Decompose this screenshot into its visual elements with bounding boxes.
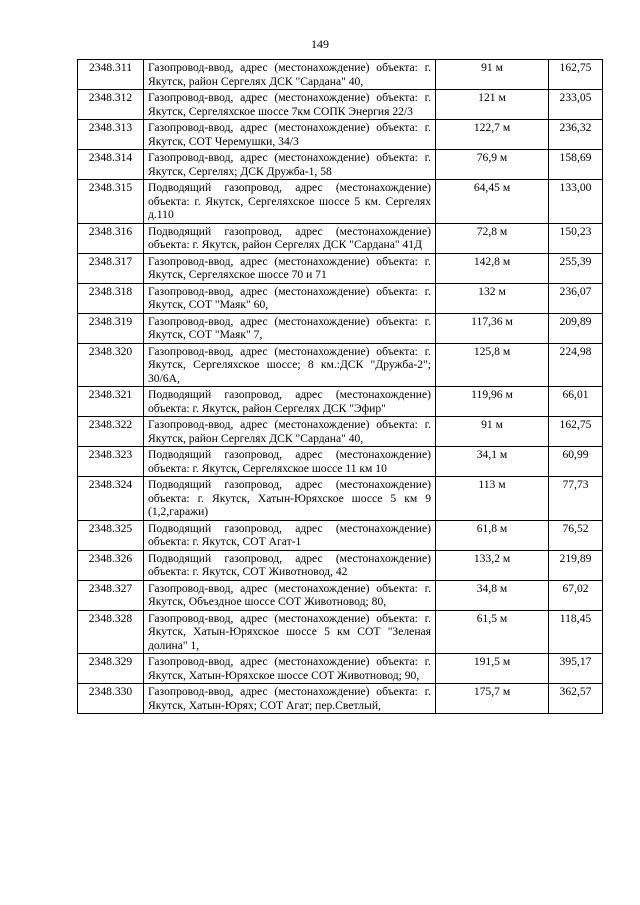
value-cell: 236,32 (549, 120, 603, 150)
description-cell: Газопровод-ввод, адрес (местонахождение) объекта: г. Якутск, Объездное шоссе СОТ Животновод; 80, (144, 580, 436, 610)
row-number-cell: 2348.317 (78, 253, 144, 283)
table-row (78, 150, 603, 180)
row-number-cell: 2348.321 (78, 387, 144, 417)
row-number-cell: 2348.319 (78, 313, 144, 343)
value-cell: 118,45 (549, 610, 603, 654)
table-row (78, 610, 603, 654)
registry-table-body (78, 60, 603, 714)
length-cell: 117,36 м (436, 313, 549, 343)
description-cell: Подводящий газопровод, адрес (местонахождение) объекта: г. Якутск, район Сергелях ДСК "Сардана" 41Д (144, 223, 436, 253)
row-number-cell: 2348.325 (78, 520, 144, 550)
table-row (78, 417, 603, 447)
description-cell: Газопровод-ввод, адрес (местонахождение) объекта: г. Якутск, СОТ "Маяк" 60, (144, 283, 436, 313)
row-number-cell: 2348.314 (78, 150, 144, 180)
description-cell: Газопровод-ввод, адрес (местонахождение) объекта: г. Якутск, Хатын-Юряхское шоссе СОТ Животновод; 90, (144, 654, 436, 684)
row-number-cell: 2348.328 (78, 610, 144, 654)
description-cell: Газопровод-ввод, адрес (местонахождение) объекта: г. Якутск, район Сергелях ДСК "Сардана" 40, (144, 417, 436, 447)
table-row (78, 313, 603, 343)
table-row (78, 387, 603, 417)
description-cell: Газопровод-ввод, адрес (местонахождение) объекта: г. Якутск, Сергеляхское шоссе; 8 км.:ДСК "Дружба-2"; 30/6А, (144, 343, 436, 387)
length-cell: 119,96 м (436, 387, 549, 417)
table-row (78, 447, 603, 477)
value-cell: 255,39 (549, 253, 603, 283)
length-cell: 61,5 м (436, 610, 549, 654)
length-cell: 175,7 м (436, 684, 549, 714)
page-number: 149 (311, 37, 329, 51)
row-number-cell: 2348.313 (78, 120, 144, 150)
table-row (78, 283, 603, 313)
value-cell: 362,57 (549, 684, 603, 714)
value-cell: 233,05 (549, 90, 603, 120)
value-cell: 76,52 (549, 520, 603, 550)
row-number-cell: 2348.329 (78, 654, 144, 684)
row-number-cell: 2348.312 (78, 90, 144, 120)
description-cell: Подводящий газопровод, адрес (местонахождение) объекта: г. Якутск, район Сергелях ДСК "Эфир" (144, 387, 436, 417)
row-number-cell: 2348.316 (78, 223, 144, 253)
row-number-cell: 2348.322 (78, 417, 144, 447)
value-cell: 60,99 (549, 447, 603, 477)
table-row (78, 60, 603, 90)
description-cell: Подводящий газопровод, адрес (местонахождение) объекта: г. Якутск, Сергеляхское шоссе 11 км 10 (144, 447, 436, 477)
table-row (78, 477, 603, 521)
table-row (78, 90, 603, 120)
length-cell: 61,8 м (436, 520, 549, 550)
length-cell: 133,2 м (436, 550, 549, 580)
length-cell: 34,8 м (436, 580, 549, 610)
value-cell: 77,73 (549, 477, 603, 521)
description-cell: Газопровод-ввод, адрес (местонахождение) объекта: г. Якутск, Сергеляхское шоссе 70 и 71 (144, 253, 436, 283)
length-cell: 142,8 м (436, 253, 549, 283)
value-cell: 67,02 (549, 580, 603, 610)
description-cell: Газопровод-ввод, адрес (местонахождение) объекта: г. Якутск, район Сергелях ДСК "Сардана" 40, (144, 60, 436, 90)
length-cell: 91 м (436, 417, 549, 447)
description-cell: Газопровод-ввод, адрес (местонахождение) объекта: г. Якутск, Хатын-Юрях; СОТ Агат; пер.Светлый, (144, 684, 436, 714)
length-cell: 122,7 м (436, 120, 549, 150)
value-cell: 224,98 (549, 343, 603, 387)
row-number-cell: 2348.315 (78, 180, 144, 224)
description-cell: Подводящий газопровод, адрес (местонахождение) объекта: г. Якутск, СОТ Животновод, 42 (144, 550, 436, 580)
table-row (78, 550, 603, 580)
description-cell: Газопровод-ввод, адрес (местонахождение) объекта: г. Якутск, СОТ Черемушки, 34/3 (144, 120, 436, 150)
row-number-cell: 2348.326 (78, 550, 144, 580)
row-number-cell: 2348.330 (78, 684, 144, 714)
value-cell: 162,75 (549, 60, 603, 90)
description-cell: Газопровод-ввод, адрес (местонахождение) объекта: г. Якутск, Сергелях; ДСК Дружба-1, 58 (144, 150, 436, 180)
value-cell: 395,17 (549, 654, 603, 684)
table-row (78, 580, 603, 610)
row-number-cell: 2348.327 (78, 580, 144, 610)
description-cell: Подводящий газопровод, адрес (местонахождение) объекта: г. Якутск, Хатын-Юряхское шоссе 5 км 9 (1,2,гаражи) (144, 477, 436, 521)
value-cell: 236,07 (549, 283, 603, 313)
row-number-cell: 2348.318 (78, 283, 144, 313)
value-cell: 150,23 (549, 223, 603, 253)
row-number-cell: 2348.320 (78, 343, 144, 387)
value-cell: 162,75 (549, 417, 603, 447)
table-row (78, 684, 603, 714)
table-row (78, 654, 603, 684)
value-cell: 209,89 (549, 313, 603, 343)
length-cell: 113 м (436, 477, 549, 521)
table-row (78, 120, 603, 150)
value-cell: 158,69 (549, 150, 603, 180)
row-number-cell: 2348.311 (78, 60, 144, 90)
length-cell: 72,8 м (436, 223, 549, 253)
length-cell: 132 м (436, 283, 549, 313)
table-row (78, 253, 603, 283)
description-cell: Газопровод-ввод, адрес (местонахождение) объекта: г. Якутск, СОТ "Маяк" 7, (144, 313, 436, 343)
value-cell: 219,89 (549, 550, 603, 580)
table-row (78, 223, 603, 253)
length-cell: 121 м (436, 90, 549, 120)
value-cell: 133,00 (549, 180, 603, 224)
row-number-cell: 2348.324 (78, 477, 144, 521)
length-cell: 191,5 м (436, 654, 549, 684)
length-cell: 76,9 м (436, 150, 549, 180)
length-cell: 91 м (436, 60, 549, 90)
row-number-cell: 2348.323 (78, 447, 144, 477)
length-cell: 34,1 м (436, 447, 549, 477)
description-cell: Газопровод-ввод, адрес (местонахождение) объекта: г. Якутск, Сергеляхское шоссе 7км СОПК Энергия 22/3 (144, 90, 436, 120)
length-cell: 125,8 м (436, 343, 549, 387)
length-cell: 64,45 м (436, 180, 549, 224)
registry-table (77, 59, 603, 714)
table-row (78, 520, 603, 550)
description-cell: Подводящий газопровод, адрес (местонахождение) объекта: г. Якутск, СОТ Агат-1 (144, 520, 436, 550)
table-row (78, 343, 603, 387)
description-cell: Подводящий газопровод, адрес (местонахождение) объекта: г. Якутск, Сергеляхское шоссе 5 км. Сергелях д.110 (144, 180, 436, 224)
description-cell: Газопровод-ввод, адрес (местонахождение) объекта: г. Якутск, Хатын-Юряхское шоссе 5 км СОТ "Зеленая долина" 1, (144, 610, 436, 654)
value-cell: 66,01 (549, 387, 603, 417)
table-row (78, 180, 603, 224)
